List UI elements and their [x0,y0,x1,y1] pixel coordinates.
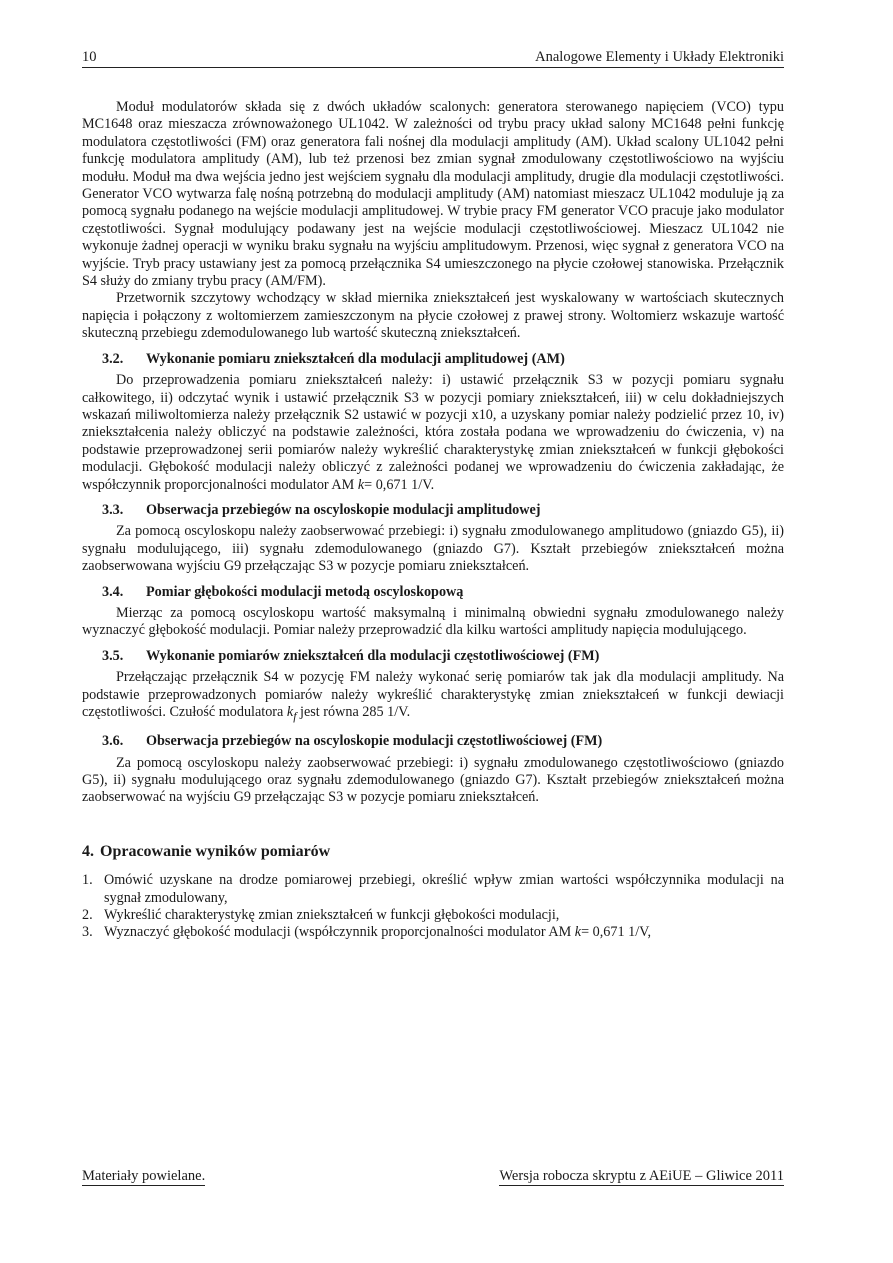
paragraph-text: Przełączając przełącznik S4 w pozycję FM należy wykonać serię pomiarów tak jak dla modulacji amplitudy. Na podstawie przeprowadzonych pomiarów należy wykreślić charakterystykę zmian zniekształceń w funkcji dewiacji częstotliwości. Czułość modulatora [82,669,784,720]
section-number: 3.4. [102,583,124,600]
list-item-text: = 0,671 1/V, [581,924,652,941]
paragraph-text: jest równa 285 1/V. [296,704,411,720]
page-header [82,47,784,68]
paragraph: Mierząc za pomocą oscyloskopu wartość maksymalną i minimalną obwiedni sygnału zmodulowanego należy wyznaczyć głębokość modulacji. Pomiar należy przeprowadzić dla kilku wartości amplitudy napięcia modulującego. [82,604,784,639]
running-title: Analogowe Elementy i Układy Elektroniki [535,49,784,65]
section-heading [102,733,784,750]
symbol-k: k [286,704,294,720]
list-item-text: Omówić uzyskane na drodze pomiarowej przebiegi, określić wpływ zmian wartości współczynnika modulacji na sygnał zmodulowany, [104,872,784,906]
chapter-number: 4. [82,842,94,860]
paragraph [82,372,784,494]
section-number: 3.3. [102,501,124,518]
section-heading [102,502,784,519]
paragraph: Moduł modulatorów składa się z dwóch układów scalonych: generatora sterowanego napięciem (VCO) typu MC1648 oraz mieszacza zrównoważonego UL1042. W zależności od trybu pracy układ salony MC1648 pełni funkcję modulatora częstotliwości (FM) oraz generatora fali nośnej dla modulacji amplitudy (AM). Układ scalony UL1042 pełni funkcję modulatora amplitudy (AM), lub też przenosi bez zmian sygnał zmodulowany częstotliwościowo na wyjściu modułu. Moduł ma dwa wejścia jedno jest wejściem sygnału dla modulacji amplitudy, drugie dla modulacji częstotliwości. Generator VCO wytwarza falę nośną potrzebną do modulacji amplitudy (AM) natomiast mieszacz UL1042 moduluje ją za pomocą sygnału podanego na wejście modulacji amplitudowej. W trybie pracy FM generator VCO pracuje jako modulator częstotliwości. Sygnał modulujący podawany jest na wejście modulacji częstotliwościowej. Mieszacz UL1042 nie wykonuje żadnej operacji w wyniku braku sygnału na wyjściu amplitudowym. Przenosi, więc sygnał z generatora VCO na wyjście. Tryb pracy ustawiany jest za pomocą przełącznika S4 umieszczonego na płycie czołowej stanowiska. Przełącznik S4 służy do zmiany trybu pracy (AM/FM). [82,99,784,290]
list-index: 1. [82,872,93,889]
section-title: Wykonanie pomiaru zniekształceń dla modulacji amplitudowej (AM) [146,350,565,367]
section-title: Obserwacja przebiegów na oscyloskopie modulacji częstotliwościowej (FM) [146,733,603,750]
section-heading [102,584,784,601]
paragraph-text: = 0,671 1/V. [364,476,435,493]
section-title: Pomiar głębokości modulacji metodą oscyloskopową [146,583,464,600]
chapter-heading [82,843,784,860]
paragraph: Przetwornik szczytowy wchodzący w skład miernika zniekształceń jest wyskalowany w wartościach skutecznych napięcia i połączony z woltomierzem zamieszczonym na płycie czołowej z prawej strony. Woltomierz wskazuje wartość skuteczną przebiegu zdemodulowanego lub wartość skuteczną zniekształceń. [82,290,784,342]
list-item [82,872,784,907]
list-item [82,924,784,941]
paragraph [82,669,784,725]
list-index: 2. [82,907,93,924]
section-title: Wykonanie pomiarów zniekształceń dla modulacji częstotliwościowej (FM) [146,647,600,664]
section-number: 3.5. [102,647,124,664]
section-heading [102,351,784,368]
list-item [82,907,784,924]
chapter-title: Opracowanie wyników pomiarów [100,842,331,860]
section-title: Obserwacja przebiegów na oscyloskopie modulacji amplitudowej [146,501,541,518]
list-index: 3. [82,924,93,941]
section-heading [102,648,784,665]
document-body [82,99,784,942]
paragraph: Za pomocą oscyloskopu należy zaobserwować przebiegi: i) sygnału zmodulowanego częstotliwościowo (gniazdo G5), ii) sygnału modulującego oraz sygnału zdemodulowanego (gniazdo G7). Kształt przebiegów zniekształceń można zaobserwować na wyjściu G9 przełączając S3 w pozycje pomiaru zniekształceń. [82,754,784,806]
task-list [82,872,784,942]
section-number: 3.6. [102,733,124,750]
list-item-text: Wyznaczyć głębokość modulacji (współczynnik proporcjonalności modulator AM [104,924,575,941]
paragraph-text: Do przeprowadzenia pomiaru zniekształceń należy: i) ustawić przełącznik S3 w pozycji pomiaru sygnału całkowitego, ii) odczytać wynik i ustawić przełącznik S3 w pozycji pomiary zniekształceń, iii) w celu dokładniejszych wskazań miliwoltomierza należy przełącznik S2 ustawić w pozycji x10, a uzyskany pomiar należy podzielić przez 10, iv) zniekształcenia należy obliczyć na podstawie zależności, która została podana we wprowadzeniu do ćwiczenia, v) na podstawie przeprowadzonej serii pomiarów należy wykreślić charakterystykę zmian zniekształceń w funkcji głębokości modulacji. Głębokość modulacji należy obliczyć z zależności podanej we wprowadzeniu do ćwiczenia zakładając, że współczynnik proporcjonalności modulator AM [82,372,784,493]
paragraph: Za pomocą oscyloskopu należy zaobserwować przebiegi: i) sygnału zmodulowanego amplitudowo (gniazdo G5), ii) sygnału modulującego, iii) sygnału zdemodulowanego (gniazdo G7). Kształt przebiegów zniekształceń można zaobserwowana wyjściu G9 przełączając S3 w pozycje pomiaru zniekształceń. [82,523,784,575]
symbol-k: k [574,924,582,941]
symbol-subscript-f: f [293,708,297,723]
footer-right: Wersja robocza skryptu z AEiUE – Gliwice 2011 [499,1168,784,1184]
page-number: 10 [82,49,97,65]
symbol-k: k [357,476,365,493]
list-item-text: Wykreślić charakterystykę zmian zniekształceń w funkcji głębokości modulacji, [104,907,560,924]
section-number: 3.2. [102,350,124,367]
footer-left: Materiały powielane. [82,1168,206,1184]
